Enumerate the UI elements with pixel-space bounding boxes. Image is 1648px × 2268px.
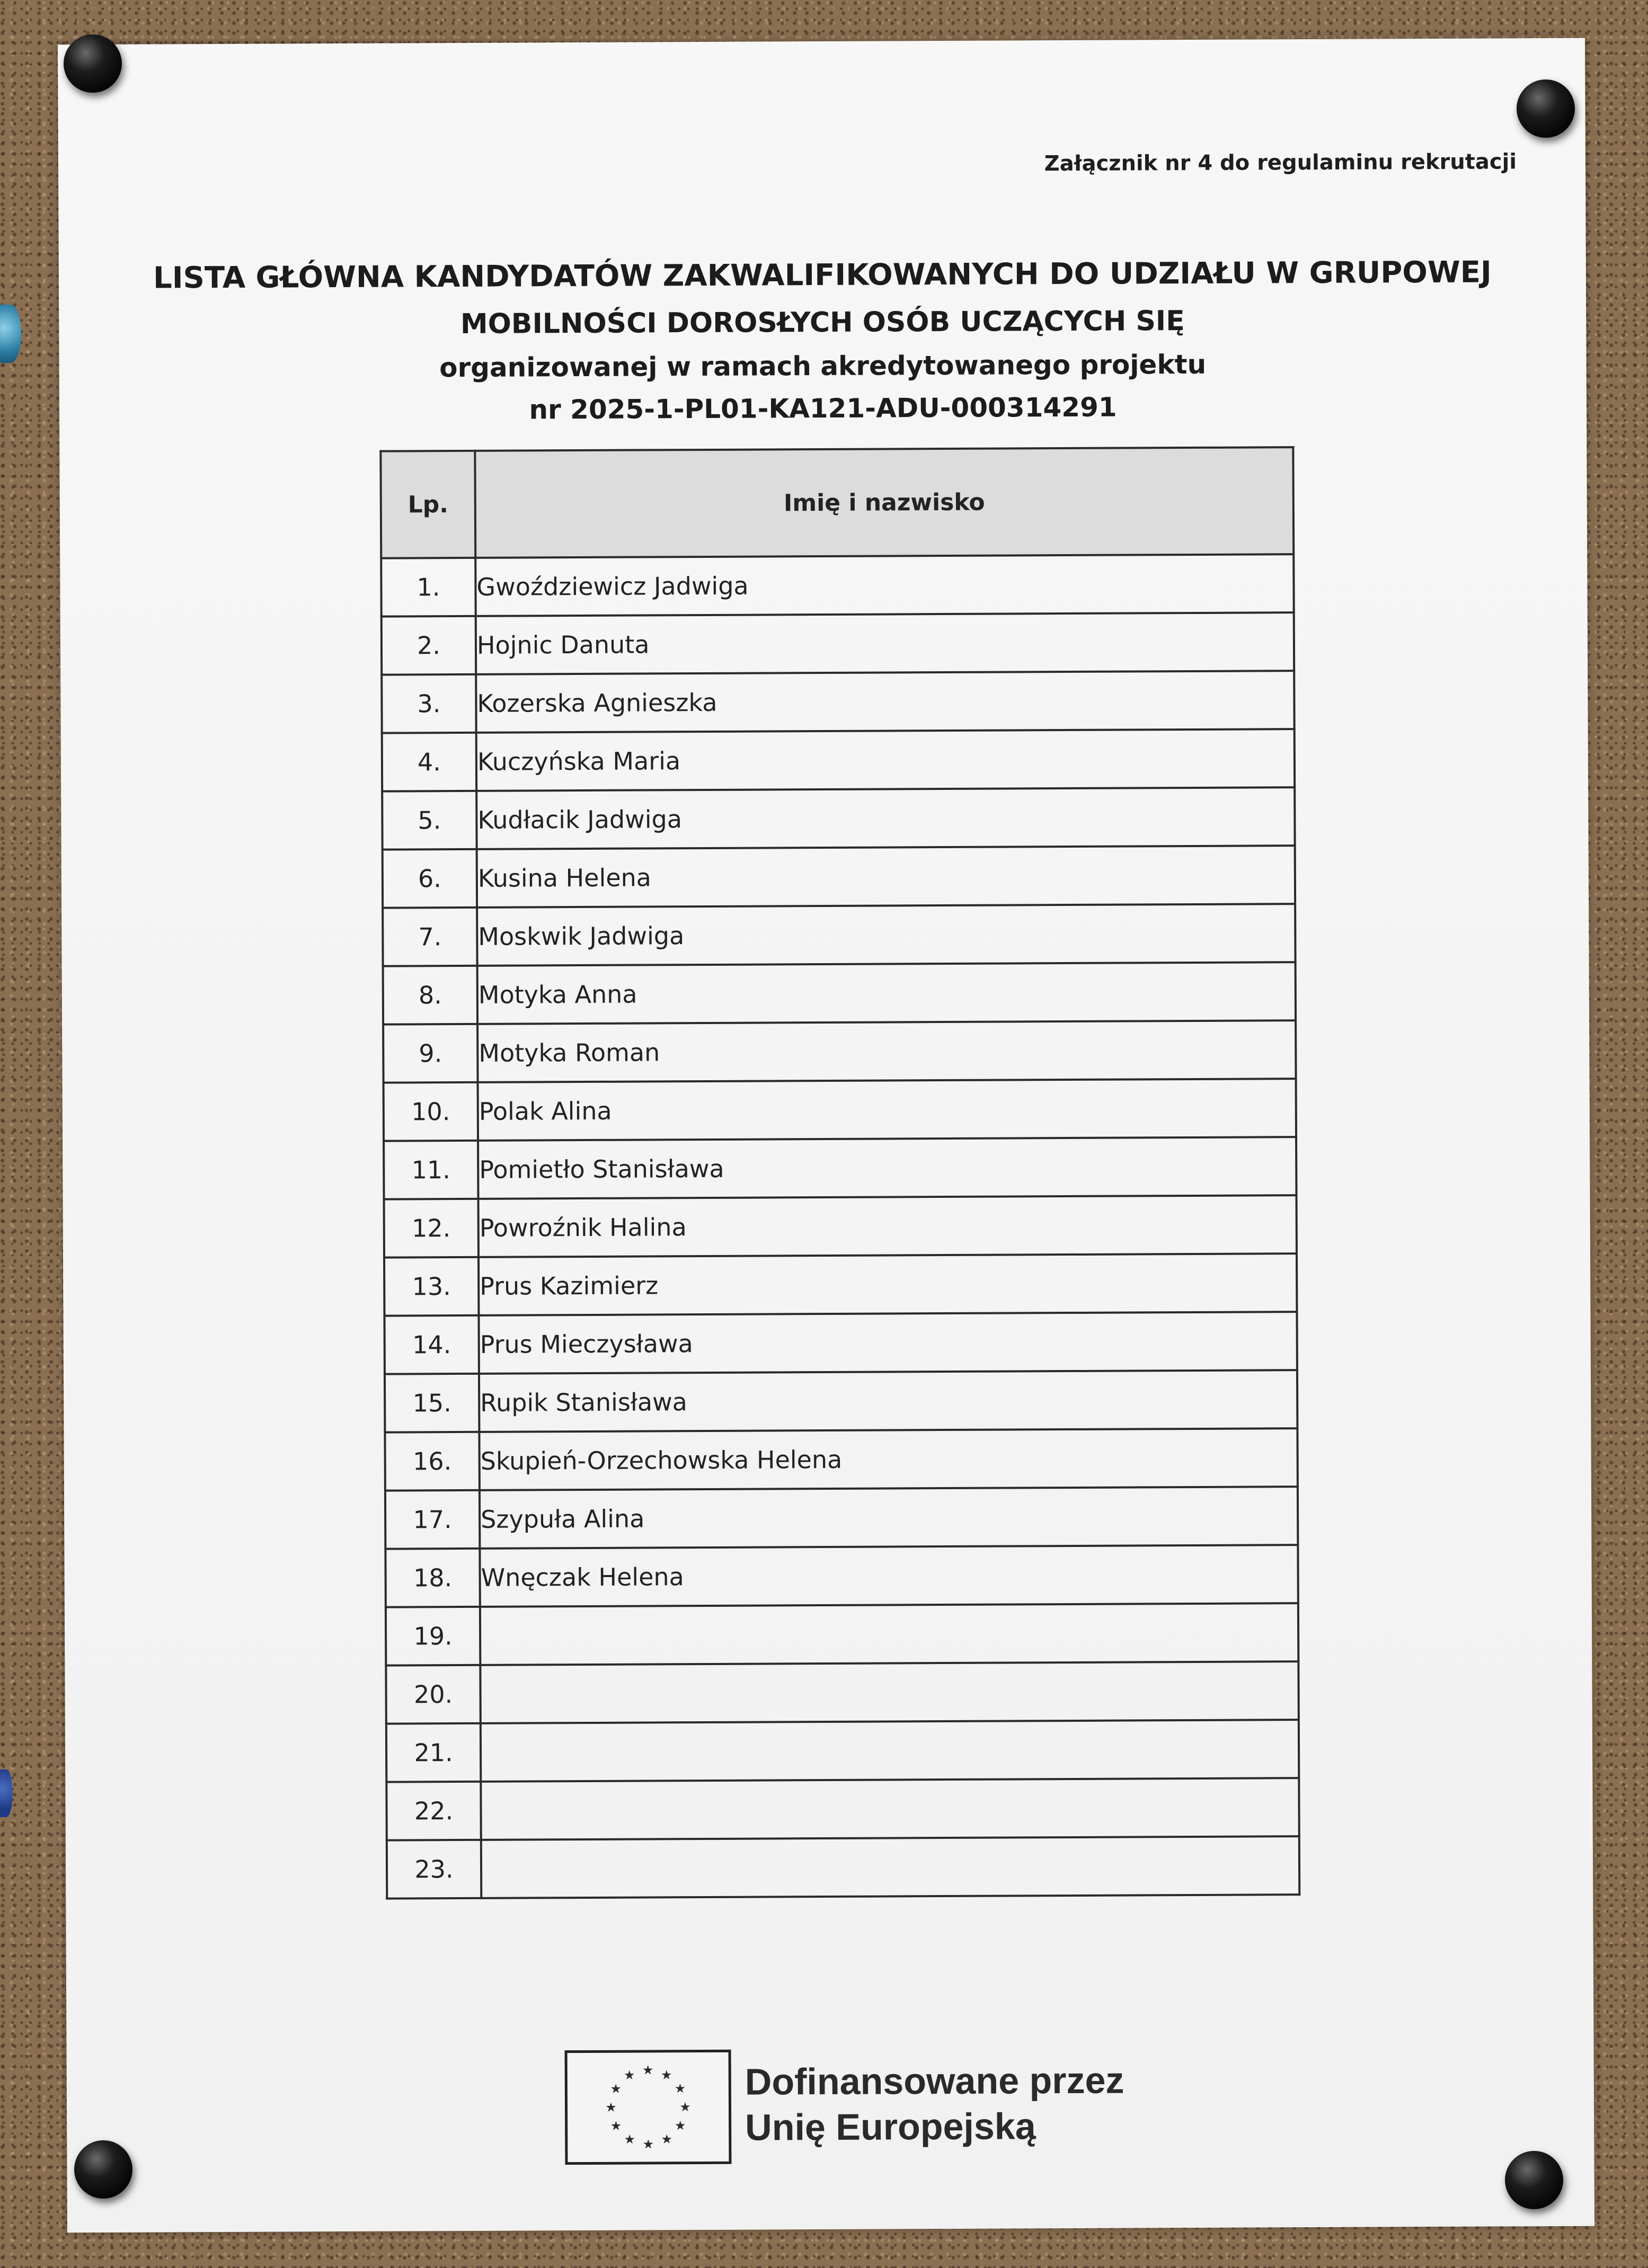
star-icon: ★	[610, 2119, 622, 2133]
row-number: 21.	[386, 1723, 481, 1782]
candidate-name: Motyka Roman	[477, 1020, 1296, 1082]
table-row	[384, 1195, 1297, 1258]
document-title	[59, 247, 1587, 433]
candidate-name: Kozerska Agnieszka	[476, 671, 1294, 733]
paper-document	[58, 38, 1594, 2233]
row-number: 8.	[383, 966, 477, 1025]
star-icon: ★	[610, 2082, 622, 2096]
row-number: 5.	[382, 791, 476, 850]
table-row	[386, 1603, 1298, 1666]
candidate-name: Gwoździewicz Jadwiga	[475, 554, 1293, 616]
row-number: 11.	[384, 1141, 478, 1199]
blue-pushpin-icon	[0, 305, 21, 363]
title-line-2: MOBILNOŚCI DOROSŁYCH OSÓB UCZĄCYCH SIĘ	[460, 305, 1185, 340]
candidate-name: Moskwik Jadwiga	[477, 904, 1295, 966]
row-number: 3.	[382, 674, 476, 733]
row-number: 17.	[385, 1490, 480, 1549]
table-row	[381, 554, 1293, 617]
funding-line-2: Unię Europejską	[745, 2105, 1036, 2148]
candidate-name	[480, 1661, 1298, 1723]
table-row	[384, 1137, 1296, 1199]
row-number: 2.	[382, 616, 476, 675]
candidate-name: Kusina Helena	[477, 846, 1295, 908]
row-number: 7.	[383, 908, 477, 966]
candidate-name: Pomietło Stanisława	[478, 1137, 1296, 1199]
header-name: Imię i nazwisko	[475, 447, 1293, 558]
row-number: 14.	[384, 1315, 479, 1374]
table-row	[382, 612, 1294, 675]
title-line-3: organizowanej w ramach akredytowanego projektu	[439, 349, 1207, 384]
row-number: 9.	[383, 1024, 477, 1083]
star-icon: ★	[674, 2119, 686, 2133]
candidate-name: Powroźnik Halina	[479, 1195, 1297, 1257]
candidate-name: Rupik Stanisława	[479, 1370, 1297, 1432]
star-icon: ★	[605, 2100, 617, 2115]
table-row	[386, 1661, 1298, 1724]
table-row	[386, 1720, 1299, 1782]
row-number: 10.	[384, 1082, 478, 1141]
row-number: 1.	[381, 558, 475, 617]
row-number: 16.	[385, 1432, 479, 1491]
candidate-name: Kudłacik Jadwiga	[476, 787, 1295, 849]
annex-note: Załącznik nr 4 do regulaminu rekrutacji	[1044, 149, 1517, 176]
star-icon: ★	[642, 2063, 654, 2078]
row-number: 13.	[384, 1257, 479, 1316]
row-number: 18.	[385, 1549, 480, 1607]
black-pushpin-icon	[74, 2140, 132, 2199]
candidate-name	[481, 1836, 1299, 1898]
candidate-name: Kuczyńska Maria	[476, 729, 1295, 791]
row-number: 12.	[384, 1199, 479, 1258]
table-row	[384, 1253, 1297, 1316]
table-row	[385, 1487, 1298, 1549]
funding-text	[745, 2057, 1222, 2150]
table-row	[385, 1545, 1298, 1607]
table-row	[383, 846, 1295, 908]
funding-line-1: Dofinansowane przez	[745, 2059, 1124, 2103]
candidate-name: Szypuła Alina	[480, 1487, 1298, 1549]
star-icon: ★	[642, 2137, 654, 2152]
black-pushpin-icon	[1505, 2151, 1563, 2209]
star-icon: ★	[674, 2082, 686, 2096]
candidate-name	[481, 1720, 1299, 1782]
table-row	[384, 1312, 1297, 1374]
candidate-name	[481, 1778, 1299, 1840]
table-row	[382, 671, 1294, 733]
star-icon: ★	[624, 2132, 636, 2147]
table-row	[382, 787, 1295, 850]
table-row	[385, 1428, 1297, 1491]
star-icon: ★	[623, 2068, 635, 2083]
candidate-name: Wnęczak Helena	[480, 1545, 1298, 1607]
star-icon: ★	[660, 2068, 672, 2083]
table-row	[383, 962, 1296, 1025]
candidates-table	[379, 446, 1300, 1900]
row-number: 20.	[386, 1665, 480, 1724]
eu-flag-icon	[565, 2050, 732, 2165]
row-number: 15.	[385, 1374, 479, 1433]
table-row	[387, 1836, 1299, 1899]
candidate-name: Prus Kazimierz	[479, 1253, 1297, 1315]
candidate-name: Skupień-Orzechowska Helena	[479, 1428, 1297, 1490]
table-row	[382, 729, 1295, 791]
table-row	[383, 1020, 1296, 1083]
title-line-1: LISTA GŁÓWNA KANDYDATÓW ZAKWALIFIKOWANYCH DO UDZIAŁU W GRUPOWEJ	[153, 255, 1492, 296]
black-pushpin-icon	[1517, 79, 1575, 138]
project-number: nr 2025-1-PL01-KA121-ADU-000314291	[529, 392, 1117, 425]
row-number: 22.	[386, 1782, 481, 1840]
black-pushpin-icon	[64, 34, 122, 93]
table-row	[385, 1370, 1297, 1433]
row-number: 19.	[386, 1607, 480, 1666]
row-number: 4.	[382, 733, 476, 791]
candidate-name	[480, 1603, 1298, 1665]
table-row	[386, 1778, 1299, 1840]
candidate-name: Hojnic Danuta	[476, 612, 1294, 674]
header-lp: Lp.	[380, 451, 475, 558]
table-row	[384, 1079, 1296, 1141]
candidate-name: Motyka Anna	[477, 962, 1296, 1024]
candidate-name: Polak Alina	[478, 1079, 1296, 1141]
table-row	[383, 904, 1295, 966]
row-number: 23.	[387, 1840, 481, 1899]
star-icon: ★	[661, 2132, 673, 2147]
candidate-name: Prus Mieczysława	[479, 1312, 1297, 1374]
row-number: 6.	[383, 849, 477, 908]
star-icon: ★	[679, 2100, 691, 2115]
blue-pushpin-icon	[0, 1769, 13, 1817]
table-header-row	[380, 447, 1293, 558]
